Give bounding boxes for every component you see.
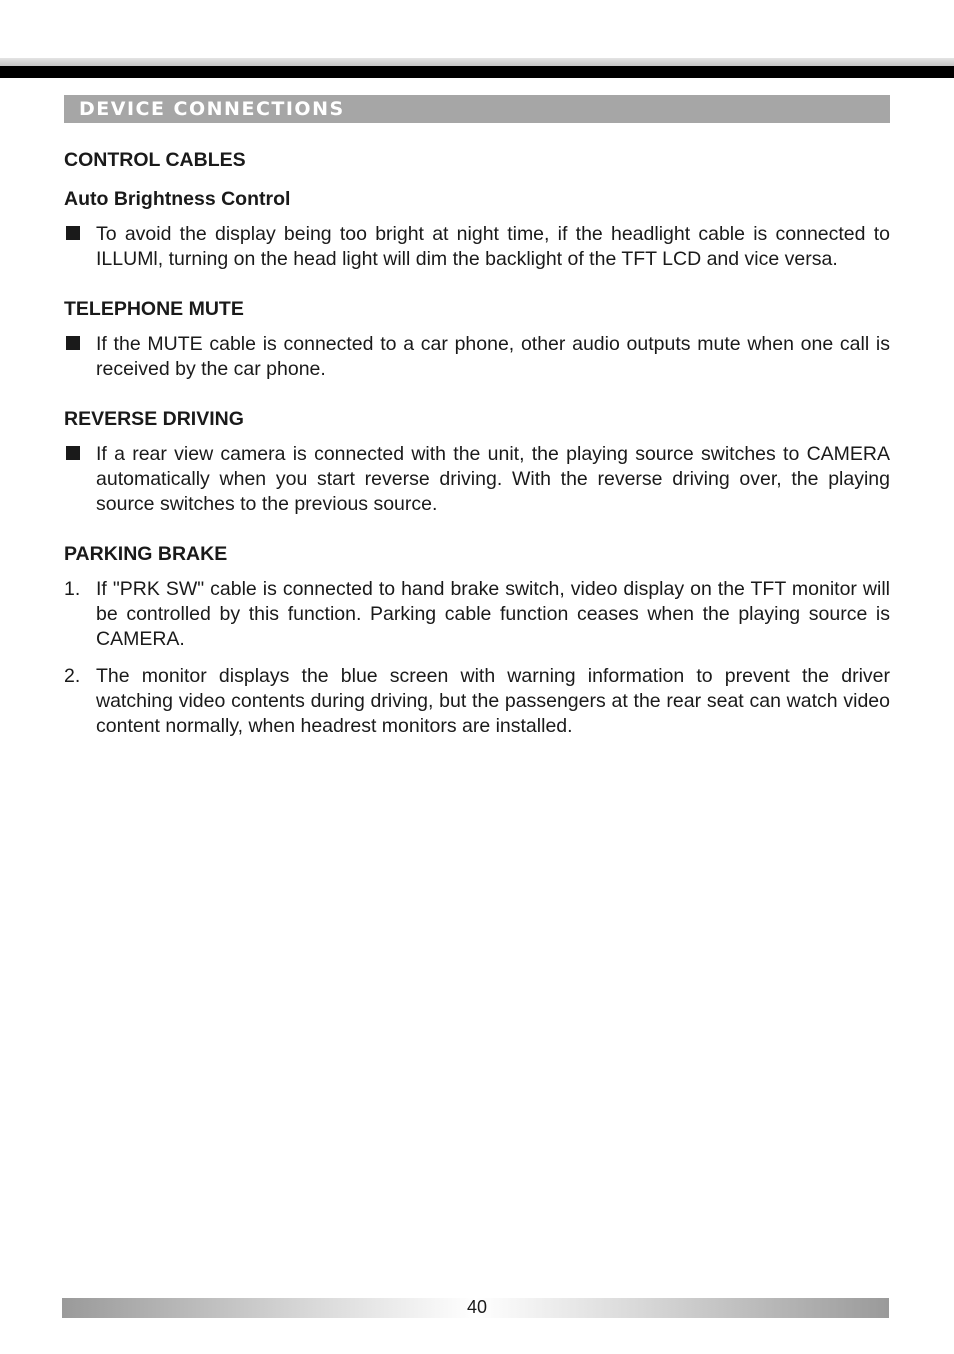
item-number: 1.: [64, 578, 81, 600]
heading-reverse-driving: REVERSE DRIVING: [64, 408, 244, 430]
bullet-item-telephone-mute: [64, 332, 890, 382]
item-number: 2.: [64, 665, 81, 687]
heading-parking-brake: PARKING BRAKE: [64, 543, 228, 565]
section-banner: [64, 95, 890, 123]
section-title: DEVICE CONNECTIONS: [79, 98, 345, 120]
top-rule: [0, 66, 954, 78]
numbered-item-text: The monitor displays the blue screen with warning information to prevent the driver watching video contents during driving, but the passengers at the rear seat can watch video content normally, when headrest monitors are installed.: [96, 665, 890, 737]
square-bullet-icon: [66, 226, 80, 240]
bullet-text: If a rear view camera is connected with the unit, the playing source switches to CAMERA automatically when you start reverse driving. With the reverse driving over, the playing source switches to the previous source.: [96, 443, 890, 515]
square-bullet-icon: [66, 336, 80, 350]
subheading-auto-brightness: Auto Brightness Control: [64, 188, 291, 210]
page-number: 40: [466, 1297, 488, 1317]
numbered-item-1: [64, 577, 890, 652]
heading-telephone-mute: TELEPHONE MUTE: [64, 298, 244, 320]
heading-control-cables: CONTROL CABLES: [64, 149, 246, 171]
square-bullet-icon: [66, 446, 80, 460]
bullet-text: If the MUTE cable is connected to a car phone, other audio outputs mute when one call is received by the car phone.: [96, 333, 890, 380]
numbered-item-2: [64, 664, 890, 739]
bullet-text: To avoid the display being too bright at night time, if the headlight cable is connected to ILLUMl, turning on the head light will dim the backlight of the TFT LCD and vice versa.: [96, 223, 890, 270]
page-content: [64, 146, 890, 739]
numbered-item-text: If "PRK SW" cable is connected to hand brake switch, video display on the TFT monitor will be controlled by this function. Parking cable function ceases when the playing source is CAMERA.: [96, 578, 890, 650]
bullet-item-auto-brightness: [64, 222, 890, 272]
bullet-item-reverse-driving: [64, 442, 890, 517]
